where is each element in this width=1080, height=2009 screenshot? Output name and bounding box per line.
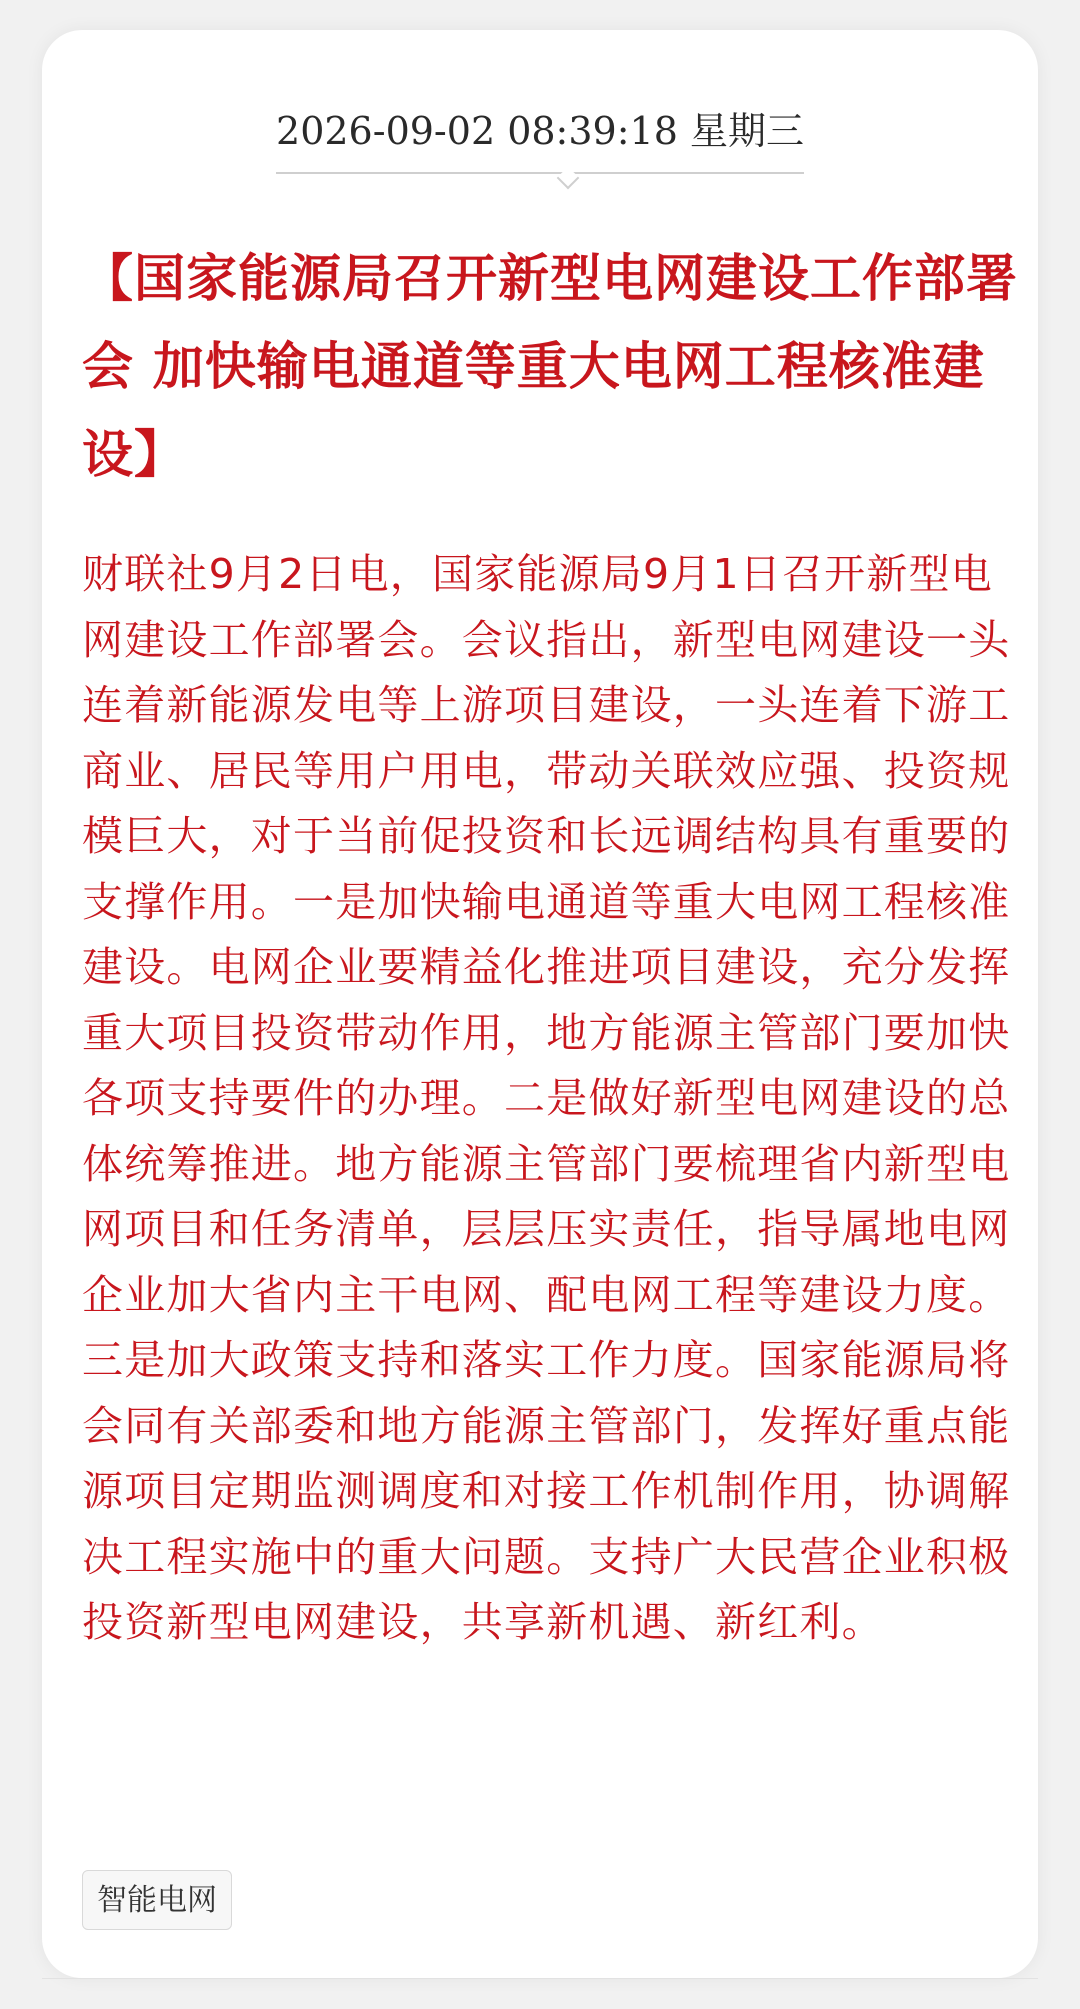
timestamp-divider xyxy=(276,172,804,174)
tag-smart-grid[interactable]: 智能电网 xyxy=(82,1870,232,1930)
timestamp-container xyxy=(42,100,1038,173)
timestamp: 2026-09-02 08:39:18 星期三 xyxy=(276,109,804,153)
news-card xyxy=(42,30,1038,1978)
article-body: 财联社9月2日电，国家能源局9月1日召开新型电网建设工作部署会。会议指出，新型电网建设一头连着新能源发电等上游项目建设，一头连着下游工商业、居民等用户用电，带动关联效应强、投资规模巨大，对于当前促投资和长远调结构具有重要的支撑作用。一是加快输电通道等重大电网工程核准建设。电网企业要精益化推进项目建设，充分发挥重大项目投资带动作用，地方能源主管部门要加快各项支持要件的办理。二是做好新型电网建设的总体统筹推进。地方能源主管部门要梳理省内新型电网项目和任务清单，层层压实责任，指导属地电网企业加大省内主干电网、配电网工程等建设力度。三是加大政策支持和落实工作力度。国家能源局将会同有关部委和地方能源主管部门，发挥好重点能源项目定期监测调度和对接工作机制作用，协调解决工程实施中的重大问题。支持广大民营企业积极投资新型电网建设，共享新机遇、新红利。 xyxy=(82,550,1011,1646)
bottom-divider xyxy=(42,1978,1038,1979)
article-headline: 【国家能源局召开新型电网建设工作部署会 加快输电通道等重大电网工程核准建设】 xyxy=(82,250,1019,485)
